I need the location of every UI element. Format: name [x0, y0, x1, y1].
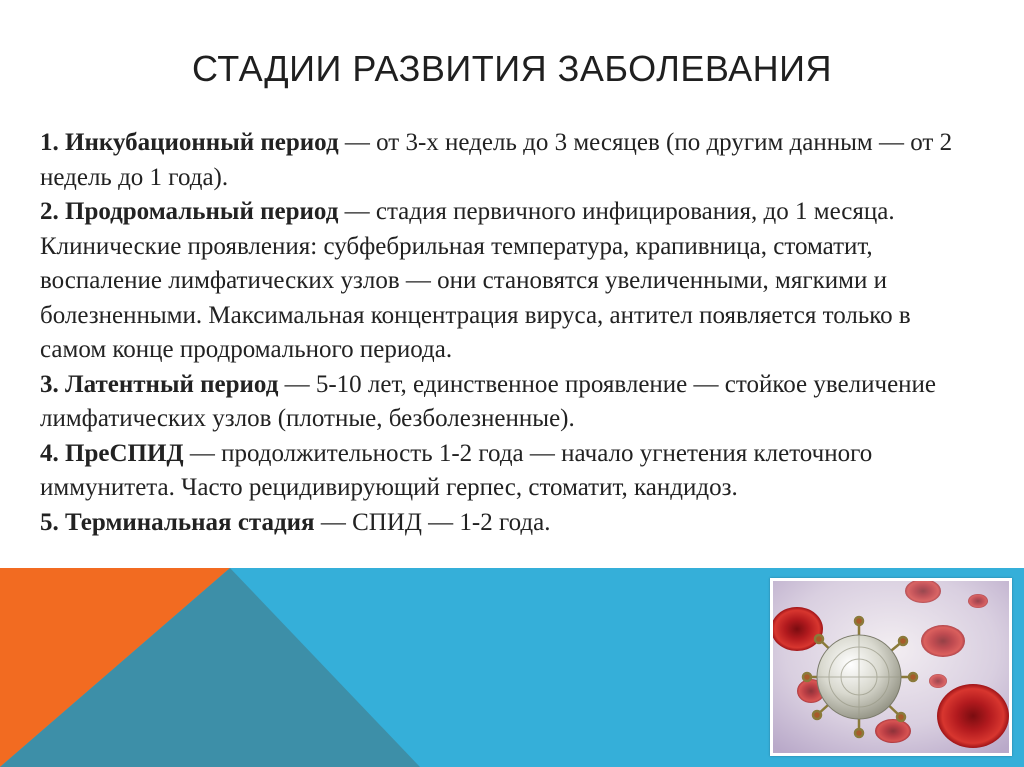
stage-name: Латентный период: [65, 370, 279, 398]
stage-name: Продромальный период: [65, 198, 339, 225]
stage-description: — стадия первичного инфицирования, до 1 месяца. Клинические проявления: субфебрильная температура, крапивница, стоматит, воспаление лимфатических узлов — они становятся увеличенными, мягкими и болезненными. Максимальная концентрация вируса, антител появляется только в самом конце продромального периода.: [40, 198, 911, 363]
stage-name: Терминальная стадия: [65, 508, 315, 536]
stage-name: Инкубационный период: [65, 129, 339, 156]
stage-description: — от 3-х недель до 3 месяцев (по другим данным — от 2 недель до 1 года).: [40, 129, 953, 191]
stage-number: 5.: [40, 508, 59, 536]
stage-number: 2.: [40, 198, 59, 225]
stage-item-3: [40, 368, 980, 437]
stage-number: 4.: [40, 439, 59, 467]
stage-item-1: [40, 126, 980, 195]
stage-number: 3.: [40, 370, 59, 398]
stage-description: — 5-10 лет, единственное проявление — стойкое увеличение лимфатических узлов (плотные, безболезненные).: [40, 370, 937, 432]
slide-title: СТАДИИ РАЗВИТИЯ ЗАБОЛЕВАНИЯ: [191, 48, 833, 89]
stage-item-2: [40, 195, 980, 368]
stage-description: — продолжительность 1-2 года — начало угнетения клеточного иммунитета. Часто рецидивирующий герпес, стоматит, кандидоз.: [40, 439, 873, 501]
stage-number: 1.: [40, 129, 59, 156]
stage-description: — СПИД — 1-2 года.: [314, 508, 551, 536]
stage-name: ПреСПИД: [65, 439, 184, 467]
virus-blood-cells-image: [770, 578, 1012, 756]
stages-list: [40, 126, 980, 540]
stage-item-5: [40, 506, 980, 541]
stage-item-4: [40, 437, 980, 506]
